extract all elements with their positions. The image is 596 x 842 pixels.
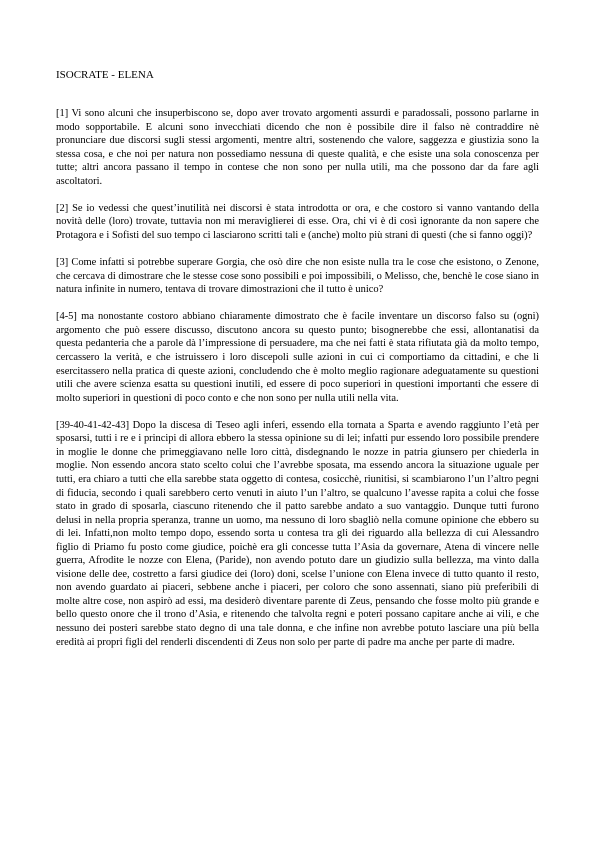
paragraph-3: [3] Come infatti si potrebbe superare Gorgia, che osò dire che non esiste nulla tra le cose che esistono, o Zenone, che cercava di dimostrare che le stesse cose sono possibili e poi impossibili, o Melisso, che, benchè le cose siano in natura infinite in numero, tentava di trovare dimostrazioni che il tutto è unico? <box>56 257 539 296</box>
paragraph-39-43: [39-40-41-42-43] Dopo la discesa di Teseo agli inferi, essendo ella tornata a Sparta e avendo raggiunto l’età per sposarsi, tutti i re e i principi di allora ebbero la stessa opinione su di lei; infatti pur essendo loro possibile prendere in moglie le donne che primeggiavano nelle loro città, disdegnando le nozze in patria giunsero per chiederla in moglie. Non essendo ancora stato scelto colui che l’avrebbe sposata, ma essendo ancora la situazione uguale per tutti, era chiaro a tutti che ella sarebbe stata oggetto di contesa, cosicchè, riunitisi, si scambiarono l’un l’altro pegni di fiducia, secondo i quali sarebbero certo venuti in aiuto l’un l’altro, se qualcuno l’avesse rapita a colui che fosse stato in grado di sposarla, ciascuno ritenendo che il patto sarebbe andato a suo vantaggio. Dunque tutti furono delusi in nella propria speranza, tranne un uomo, ma nessuno di loro sbagliò nella comune opinione che ebbero su di lei. Infatti,non molto tempo dopo, essendo sorta u contesa tra gli dei riguardo alla bellezza di cui Alessandro figlio di Priamo fu posto come giudice, poichè era gli concesse tutta l’Asia da governare, Atena di vincere nelle guerra, Afrodite le nozze con Elena, (Paride), non avendo potuto dare un giudizio sulla bellezza, ma vinto dalla visione delle dee, costretto a farsi giudice dei (loro) doni, scelse l’unione con Elena invece di tutto quanto il resto, non avendo guardato ai piaceri, sebbene anche i piaceri, per coloro che sono assennati, siano più preferibili di molte altre cose, non aspirò ad essi, ma desiderò diventare parente di Zeus, pensando che fosse molto più grande e bello questo onore che il trono d’Asia, e ritenendo che talvolta regni e poteri possano capitare anche ai vili, e che nessuno dei posteri sarebbe stato degno di una tale donna, e che infine non avrebbe potuto lasciare una più bella eredità ai propri figli del renderli discendenti di Zeus non solo per parte di padre ma anche per parte di madre. <box>56 419 539 648</box>
document-title: ISOCRATE - ELENA <box>56 69 154 81</box>
paragraph-1: [1] Vi sono alcuni che insuperbiscono se, dopo aver trovato argomenti assurdi e paradossali, possono parlarne in modo sopportabile. E alcuni sono invecchiati dicendo che non è possibile dire il falso nè contraddire nè pronunciare due discorsi sugli stessi argomenti, mentre altri, sostenendo che valore, saggezza e giustizia sono la stessa cosa, e che noi per natura non possediamo nessuna di queste qualità, e che esiste una sola conoscenza per tutte; altri ancora passano il tempo in contese che non sono per nulla utili, ma che possono dar da fare agli ascoltatori. <box>56 108 539 187</box>
document-body <box>56 107 539 663</box>
paragraph-4-5: [4-5] ma nonostante costoro abbiano chiaramente dimostrato che è facile inventare un discorso falso su (ogni) argomento che può essere discusso, discutono ancora su questo punto; bisognerebbe che essi, allontanatisi da questa pedanteria che a parole dà l’impressione di persuadere, ma che nei fatti è stata rifiutata già da molto tempo, cercassero la verità, e che istruissero i loro discepoli sulle azioni in cui ci comportiamo da cittadini, e che li esercitassero nella pratica di queste azioni, concludendo che è molto meglio ragionare adeguatamente su questioni utili che avere scienza esatta su questioni inutili, ed essere di poco superiori in questioni importanti che essere di molto superiori in questioni di poco conto e che non sono per nulla utili nella vita. <box>56 311 539 404</box>
paragraph-2: [2] Se io vedessi che quest’inutilità nei discorsi è stata introdotta or ora, e che costoro si vanno vantando della novità delle (loro) trovate, tuttavia non mi meraviglierei di esse. Ora, chi vi è di così ignorante da non sapere che Protagora e i Sofisti del suo tempo ci lasciarono scritti tali e (anche) molto più strani di questi (che si fanno oggi)? <box>56 202 539 241</box>
